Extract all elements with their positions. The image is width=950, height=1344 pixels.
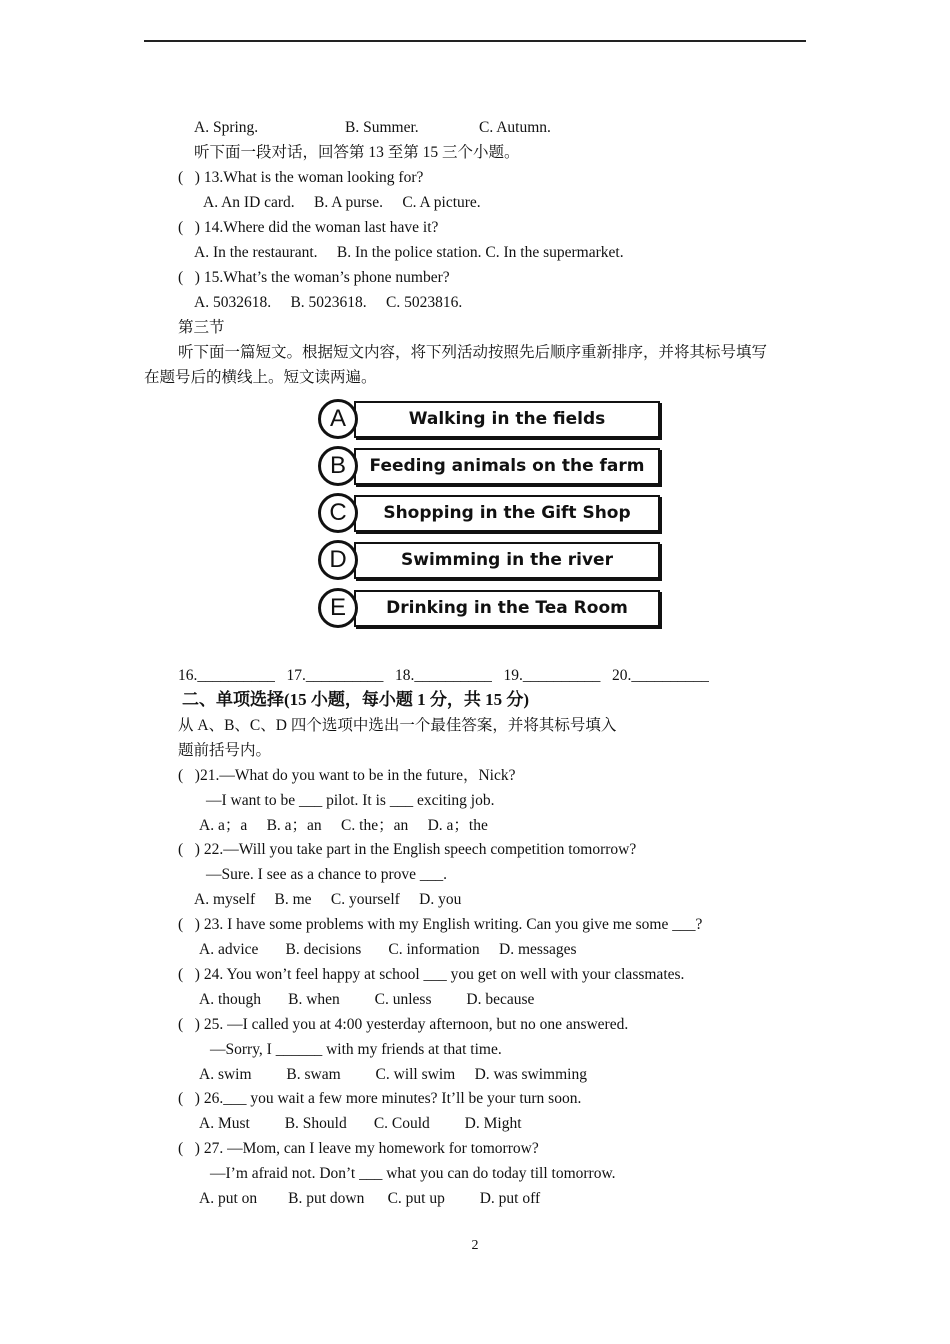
q23-stem: ( ) 23. I have some problems with my English writing. Can you give me some ___? — [178, 916, 703, 933]
q25-line2: —Sorry, I ______ with my friends at that time. — [210, 1041, 502, 1058]
section3-title: 第三节 — [178, 319, 225, 336]
activity-d-box — [354, 542, 660, 579]
q22-line2: —Sure. I see as a chance to prove ___. — [206, 866, 448, 883]
activity-b-letter: B — [318, 446, 358, 486]
dialogue-instruction: 听下面一段对话，回答第 13 至第 15 三个小题。 — [194, 144, 520, 161]
part2-instruction-2: 题前括号内。 — [178, 742, 272, 759]
q21-stem: ( )21.—What do you want to be in the future，Nick? — [178, 767, 516, 784]
header-rule — [144, 40, 806, 42]
q14-options: A. In the restaurant. B. In the police station. C. In the supermarket. — [194, 244, 624, 261]
part2-instruction-1: 从 A、B、C、D 四个选项中选出一个最佳答案，并将其标号填入 — [178, 717, 617, 734]
activity-e-box — [354, 590, 660, 627]
page-number: 2 — [471, 1238, 479, 1253]
q24-stem: ( ) 24. You won’t feel happy at school ___ you get on well with your classmates. — [178, 966, 685, 983]
q27-line2: —I’m afraid not. Don’t ___ what you can do today till tomorrow. — [210, 1165, 616, 1182]
q12-option-b: B. Summer. — [345, 119, 419, 136]
activity-e — [318, 588, 660, 630]
activity-b-box — [354, 448, 660, 485]
answer-blanks: 16.__________ 17.__________ 18.__________ 19.__________ 20.__________ — [178, 667, 709, 684]
q23-options: A. advice B. decisions C. information D. messages — [199, 941, 577, 958]
section3-instruction-2: 在题号后的横线上。短文读两遍。 — [144, 369, 377, 386]
activity-a-box — [354, 401, 660, 438]
q21-line2: —I want to be ___ pilot. It is ___ exciting job. — [206, 792, 495, 809]
q15-stem: ( ) 15.What’s the woman’s phone number? — [178, 269, 450, 286]
q27-stem: ( ) 27. —Mom, can I leave my homework for tomorrow? — [178, 1140, 539, 1157]
q22-stem: ( ) 22.—Will you take part in the English speech competition tomorrow? — [178, 841, 637, 858]
q13-options: A. An ID card. B. A purse. C. A picture. — [203, 194, 481, 211]
q14-stem: ( ) 14.Where did the woman last have it? — [178, 219, 439, 236]
activity-d — [318, 540, 660, 582]
activity-c-text: Shopping in the Gift Shop — [383, 503, 631, 523]
q26-stem: ( ) 26.___ you wait a few more minutes? It’ll be your turn soon. — [178, 1090, 582, 1107]
activity-d-text: Swimming in the river — [401, 550, 613, 570]
q12-option-c: C. Autumn. — [479, 119, 551, 136]
activity-d-letter: D — [318, 540, 358, 580]
q15-options: A. 5032618. B. 5023618. C. 5023816. — [194, 294, 463, 311]
activity-e-text: Drinking in the Tea Room — [386, 598, 628, 618]
q13-stem: ( ) 13.What is the woman looking for? — [178, 169, 424, 186]
activity-b — [318, 446, 660, 488]
q27-options: A. put on B. put down C. put up D. put off — [199, 1190, 541, 1207]
activity-a — [318, 399, 660, 441]
q25-options: A. swim B. swam C. will swim D. was swimming — [199, 1066, 587, 1083]
q21-options: A. a；a B. a；an C. the；an D. a；the — [199, 817, 488, 834]
q22-options: A. myself B. me C. yourself D. you — [194, 891, 462, 908]
q26-options: A. Must B. Should C. Could D. Might — [199, 1115, 522, 1132]
q12-option-a: A. Spring. — [194, 119, 259, 136]
activity-c — [318, 493, 660, 535]
part2-title: 二、单项选择(15 小题，每小题 1 分，共 15 分) — [182, 690, 530, 709]
q24-options: A. though B. when C. unless D. because — [199, 991, 535, 1008]
section3-instruction-1: 听下面一篇短文。根据短文内容，将下列活动按照先后顺序重新排序，并将其标号填写 — [178, 344, 768, 361]
activity-e-letter: E — [318, 588, 358, 628]
activity-c-letter: C — [318, 493, 358, 533]
activity-b-text: Feeding animals on the farm — [369, 456, 645, 476]
q25-stem: ( ) 25. —I called you at 4:00 yesterday afternoon, but no one answered. — [178, 1016, 629, 1033]
activity-a-letter: A — [318, 399, 358, 439]
activity-a-text: Walking in the fields — [408, 409, 606, 429]
activity-c-box — [354, 495, 660, 532]
